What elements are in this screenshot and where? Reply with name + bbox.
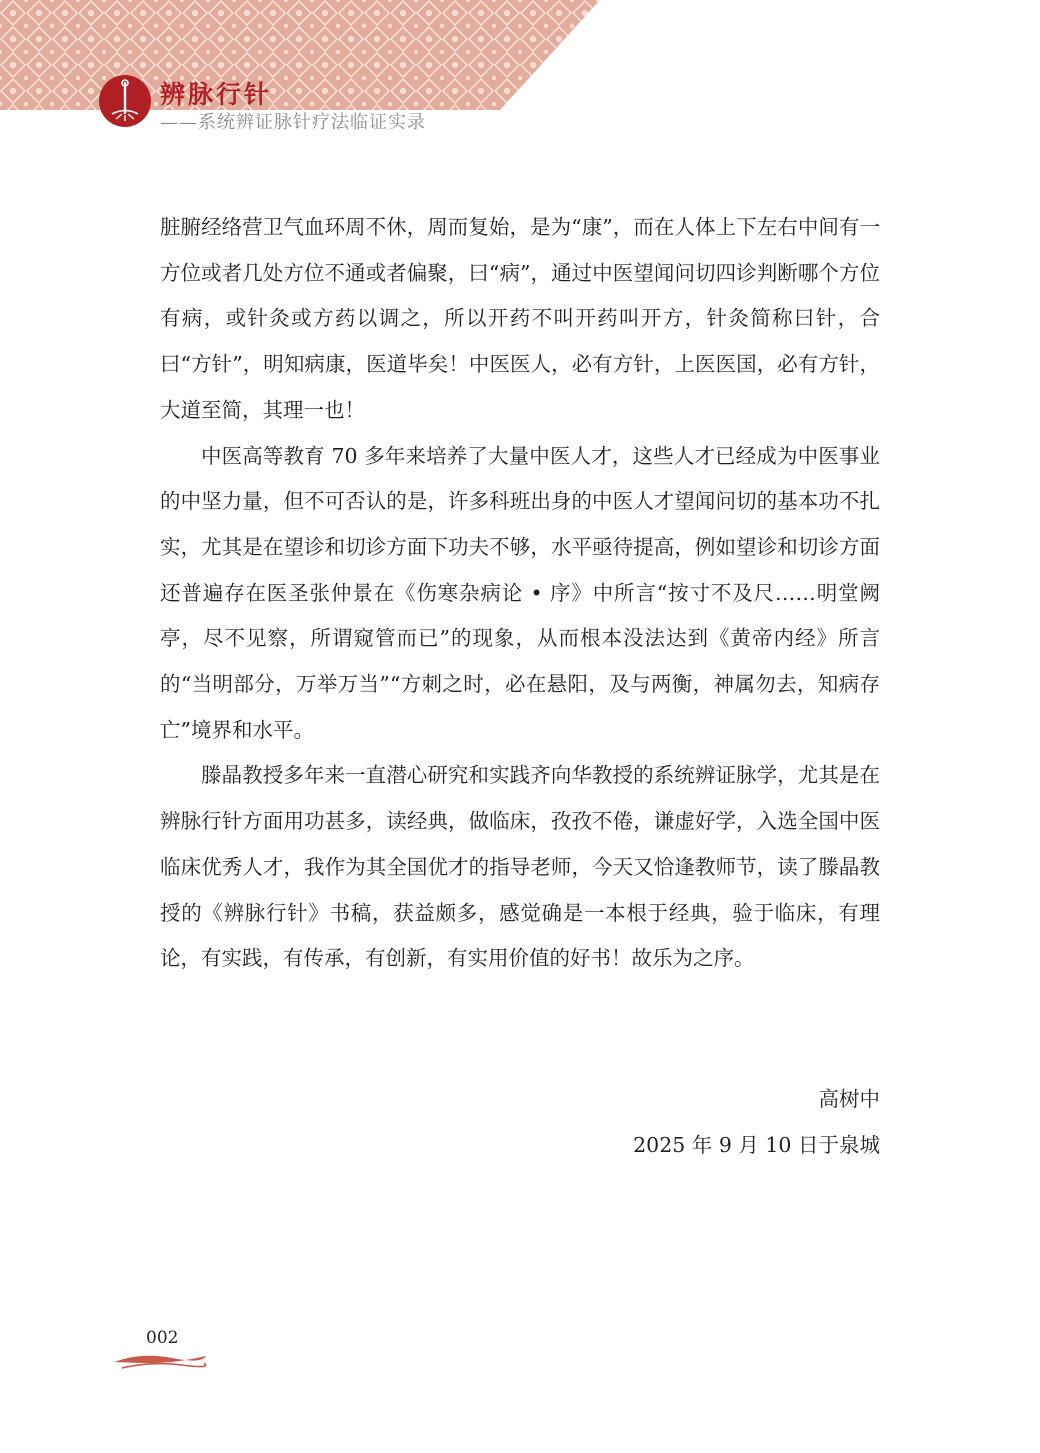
paragraph-3: 滕晶教授多年来一直潜心研究和实践齐向华教授的系统辨证脉学，尤其是在辨脉行针方面用功甚多，读经典，做临床，孜孜不倦，谦虚好学，入选全国中医临床优秀人才，我作为其全国优才的指导老师，今天又恰逢教师节，读了滕晶教授的《辨脉行针》书稿，获益颇多，感觉确是一本根于经典，验于临床，有理论，有实践，有传承，有创新，有实用价值的好书！故乐为之序。 xyxy=(160,763,880,971)
book-subtitle: ——系统辨证脉针疗法临证实录 xyxy=(160,112,426,133)
paragraph-2: 中医高等教育 70 多年来培养了大量中医人才，这些人才已经成为中医事业的中坚力量，但不可否认的是，许多科班出身的中医人才望闻问切的基本功不扎实，尤其是在望诊和切诊方面下功夫不够，水平亟待提高，例如望诊和切诊方面还普遍存在医圣张仲景在《伤寒杂病论 • 序》中所言“按寸不及尺……明堂阙亭，尽不见察，所谓窥管而已”的现象，从而根本没法达到《黄帝内经》所言的“当明部分，万举万当”“方刺之时，必在悬阳，及与两衡，神属勿去，知病存亡”境界和水平。 xyxy=(160,443,880,742)
page-number: 002 xyxy=(146,1328,179,1348)
header-pattern-band xyxy=(0,0,1040,110)
book-title: 辨脉行针 xyxy=(160,80,273,109)
signature-block xyxy=(633,1076,880,1168)
signature-author: 高树中 xyxy=(818,1087,880,1111)
lattice-pattern xyxy=(0,0,1040,110)
page-wave-ornament xyxy=(112,1350,208,1372)
body-text xyxy=(160,205,880,982)
signature-date: 2025 年 9 月 10 日于泉城 xyxy=(633,1133,880,1157)
book-logo xyxy=(98,74,152,128)
paragraph-1: 脏腑经络营卫气血环周不休，周而复始，是为“康”，而在人体上下左右中间有一方位或者几处方位不通或者偏聚，曰“病”，通过中医望闻问切四诊判断哪个方位有病，或针灸或方药以调之，所以开药不叫开药叫开方，针灸简称曰针，合曰“方针”，明知病康，医道毕矣！中医医人，必有方针，上医医国，必有方针，大道至简，其理一也！ xyxy=(160,215,880,422)
